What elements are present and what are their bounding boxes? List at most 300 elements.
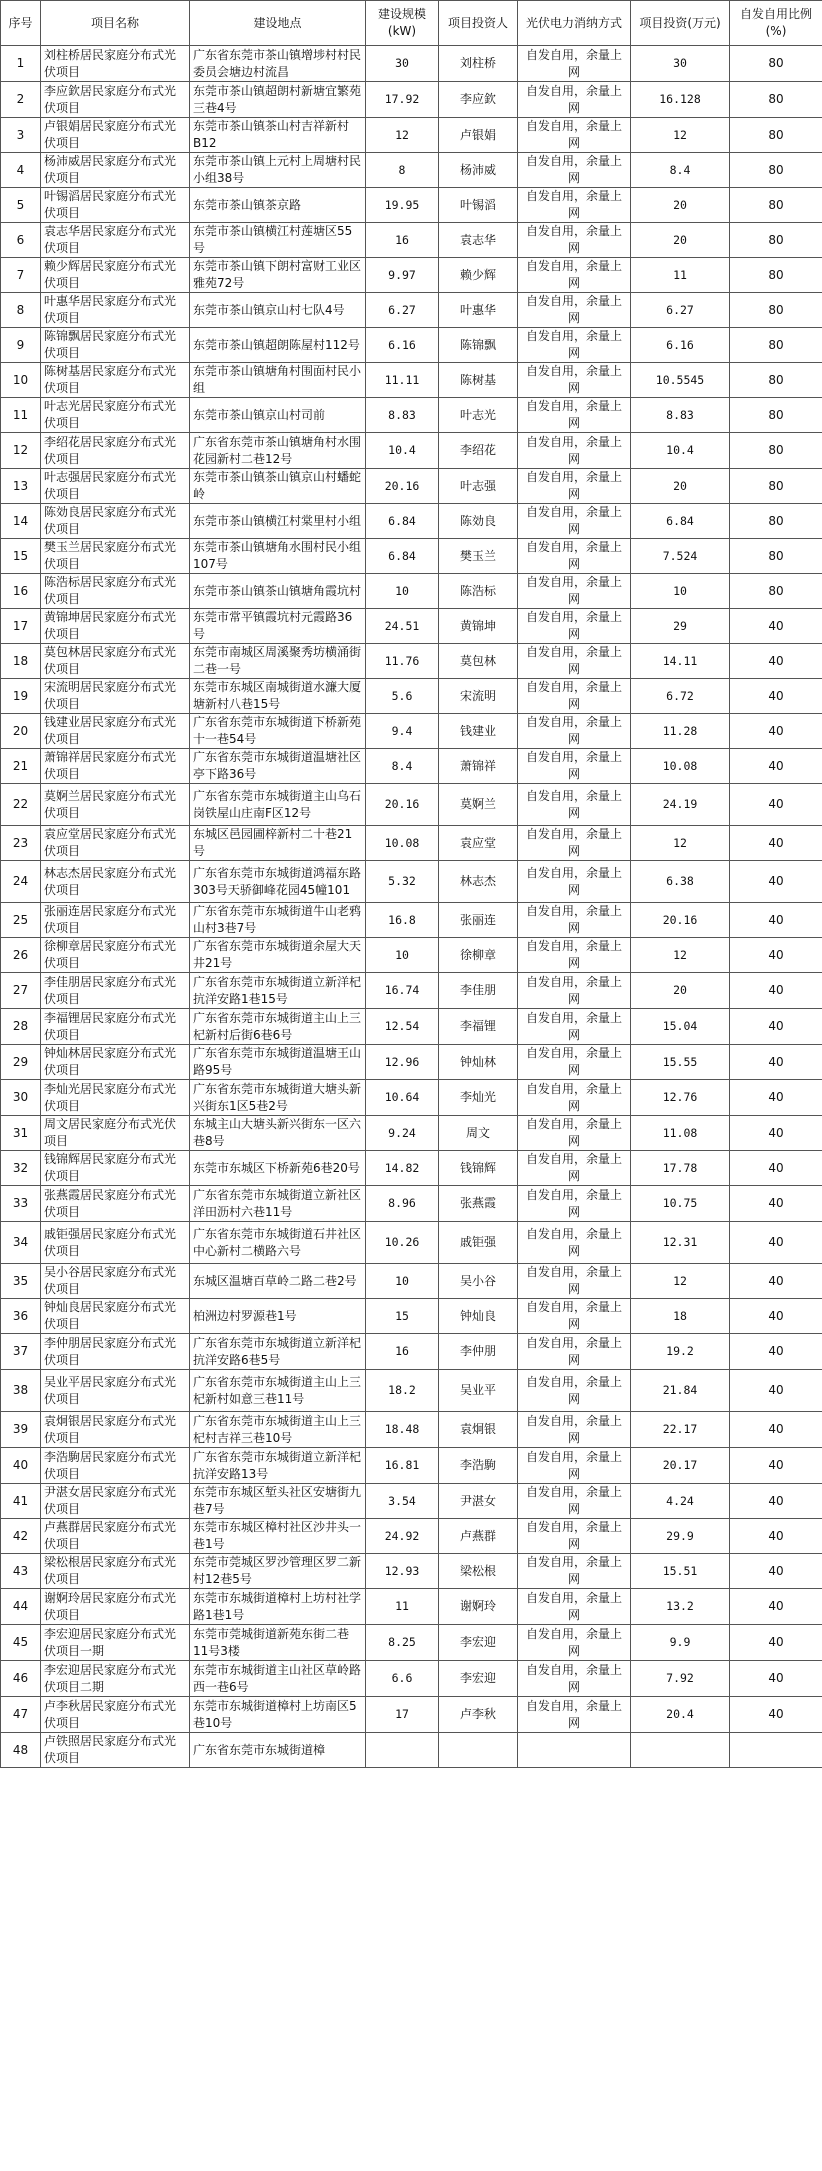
cell-consumption-mode <box>518 1733 631 1768</box>
cell-capacity-text: 12.96 <box>384 1054 420 1069</box>
cell-capacity <box>366 328 439 363</box>
cell-investment-text: 13.2 <box>666 1599 694 1613</box>
cell-location-text: 东莞市东城街道樟村上坊南区5巷10号 <box>193 1698 357 1730</box>
table-row <box>1 504 822 539</box>
cell-location-text: 柏洲边村罗源巷1号 <box>193 1308 297 1323</box>
cell-location <box>190 118 366 153</box>
cell-index <box>1 1554 41 1589</box>
cell-project-name <box>41 1733 190 1768</box>
cell-location <box>190 1554 366 1589</box>
cell-self-use-ratio-text: 80 <box>768 92 784 106</box>
cell-index-text: 23 <box>12 835 29 850</box>
cell-capacity-text: 16.8 <box>388 912 416 927</box>
cell-investment <box>631 679 730 714</box>
cell-capacity <box>366 46 439 82</box>
cell-self-use-ratio-text: 80 <box>768 548 784 563</box>
cell-investor-text: 卢银娟 <box>459 127 496 142</box>
cell-self-use-ratio-text: 40 <box>768 618 784 633</box>
cell-project-name-text: 钟灿良居民家庭分布式光伏项目 <box>44 1300 177 1331</box>
cell-index-text: 5 <box>16 197 25 212</box>
cell-project-name <box>41 188 190 223</box>
cell-capacity-text: 30 <box>395 56 409 70</box>
cell-location-text: 东莞市莞城街道新苑东街二巷11号3楼 <box>193 1626 350 1658</box>
cell-investor-text: 李应欽 <box>459 92 496 106</box>
cell-project-name-text: 叶惠华居民家庭分布式光伏项目 <box>44 294 177 325</box>
cell-self-use-ratio <box>730 1448 822 1484</box>
cell-index-text: 12 <box>12 443 29 457</box>
cell-project-name-text: 钱锦辉居民家庭分布式光伏项目 <box>44 1152 177 1183</box>
cell-project-name-text: 李福锂居民家庭分布式光伏项目 <box>44 1010 177 1042</box>
cell-self-use-ratio-text: 80 <box>768 197 784 212</box>
cell-investor <box>439 223 518 258</box>
cell-investment <box>631 1733 730 1768</box>
cell-self-use-ratio <box>730 1412 822 1448</box>
cell-capacity-text: 9.4 <box>391 723 413 738</box>
cell-project-name <box>41 433 190 469</box>
cell-index <box>1 644 41 679</box>
cell-investor-text: 李宏迎 <box>459 1635 496 1649</box>
cell-investor-text: 袁炯银 <box>459 1422 496 1436</box>
cell-capacity <box>366 1554 439 1589</box>
cell-location-text: 东莞市茶山镇横江村莲塘区55号 <box>193 224 353 255</box>
cell-project-name <box>41 1448 190 1484</box>
cell-consumption-mode-text: 自发自用，余量上网 <box>525 1335 622 1367</box>
table-row <box>1 188 822 223</box>
cell-investment-text: 14.11 <box>662 653 698 668</box>
table-row <box>1 1299 822 1334</box>
table-row <box>1 433 822 469</box>
cell-investment-text: 16.128 <box>659 92 701 106</box>
cell-investor-text: 陈树基 <box>459 372 496 387</box>
table-row <box>1 363 822 398</box>
cell-project-name-text: 张丽连居民家庭分布式光伏项目 <box>44 904 177 935</box>
cell-consumption-mode-text: 自发自用，余量上网 <box>525 154 622 185</box>
cell-investor <box>439 1045 518 1080</box>
cell-investor-text: 尹湛女 <box>459 1493 496 1508</box>
cell-index-text: 26 <box>12 947 29 962</box>
cell-consumption-mode <box>518 679 631 714</box>
cell-consumption-mode-text: 自发自用，余量上网 <box>525 974 622 1006</box>
cell-location <box>190 644 366 679</box>
cell-consumption-mode-text: 自发自用，余量上网 <box>525 750 622 781</box>
cell-index-text: 35 <box>12 1273 29 1288</box>
cell-capacity <box>366 714 439 749</box>
cell-index <box>1 903 41 938</box>
cell-consumption-mode <box>518 1299 631 1334</box>
table-row <box>1 609 822 644</box>
cell-consumption-mode <box>518 1116 631 1151</box>
cell-project-name-text: 陈浩标居民家庭分布式光伏项目 <box>44 575 177 606</box>
cell-consumption-mode-text: 自发自用，余量上网 <box>525 645 622 676</box>
cell-investor <box>439 714 518 749</box>
cell-index-text: 42 <box>12 1528 29 1543</box>
cell-investor <box>439 293 518 328</box>
cell-location <box>190 82 366 118</box>
cell-investor-text: 张燕霞 <box>459 1196 496 1210</box>
cell-project-name-text: 杨沛威居民家庭分布式光伏项目 <box>44 154 177 185</box>
cell-project-name <box>41 46 190 82</box>
cell-investor-text: 宋流明 <box>459 688 496 703</box>
cell-index <box>1 861 41 903</box>
cell-location <box>190 293 366 328</box>
cell-index-text: 11 <box>12 407 29 422</box>
cell-consumption-mode-text: 自发自用，余量上网 <box>525 680 622 711</box>
cell-index-text: 37 <box>12 1344 29 1358</box>
cell-investor <box>439 1009 518 1045</box>
cell-consumption-mode-text: 自发自用，余量上网 <box>525 1520 622 1551</box>
cell-investment-text: 10.4 <box>666 443 694 457</box>
cell-self-use-ratio-text: 80 <box>768 583 784 598</box>
cell-capacity <box>366 784 439 826</box>
cell-investment-text: 6.38 <box>666 874 694 888</box>
cell-self-use-ratio <box>730 1045 822 1080</box>
cell-investor-text: 钱锦辉 <box>459 1160 496 1175</box>
cell-investor-text: 叶锡滔 <box>459 197 496 212</box>
cell-capacity <box>366 826 439 861</box>
cell-investment <box>631 1222 730 1264</box>
cell-location <box>190 188 366 223</box>
cell-investor-text: 徐柳章 <box>459 947 496 962</box>
cell-capacity-text: 3.54 <box>388 1493 416 1508</box>
cell-investment-text: 11 <box>673 267 687 282</box>
cell-consumption-mode-text: 自发自用，余量上网 <box>525 1449 622 1481</box>
cell-index <box>1 1484 41 1519</box>
cell-consumption-mode-text: 自发自用，余量上网 <box>525 119 622 150</box>
cell-capacity-text: 24.92 <box>384 1528 420 1543</box>
cell-capacity-text: 10.64 <box>384 1090 420 1104</box>
cell-capacity-text: 10 <box>395 947 409 962</box>
cell-self-use-ratio <box>730 749 822 784</box>
cell-self-use-ratio <box>730 293 822 328</box>
cell-location <box>190 433 366 469</box>
cell-investment <box>631 1484 730 1519</box>
cell-project-name-text: 徐柳章居民家庭分布式光伏项目 <box>44 939 177 970</box>
cell-self-use-ratio <box>730 82 822 118</box>
table-row <box>1 1589 822 1625</box>
cell-investment <box>631 504 730 539</box>
table-row <box>1 1334 822 1370</box>
cell-location-text: 广东省东莞市茶山镇塘角村水围花园新村二巷12号 <box>193 434 362 466</box>
cell-index <box>1 1733 41 1768</box>
cell-consumption-mode <box>518 328 631 363</box>
cell-consumption-mode-text: 自发自用，余量上网 <box>525 1626 622 1658</box>
cell-investment-text: 12 <box>673 947 687 962</box>
cell-capacity <box>366 1519 439 1554</box>
cell-location-text: 东莞市东城区下桥新苑6巷20号 <box>193 1160 360 1175</box>
cell-location <box>190 973 366 1009</box>
cell-project-name <box>41 82 190 118</box>
cell-self-use-ratio-text: 40 <box>768 874 784 888</box>
cell-capacity <box>366 1412 439 1448</box>
cell-investor <box>439 433 518 469</box>
cell-investor <box>439 1370 518 1412</box>
cell-self-use-ratio-text: 40 <box>768 1019 784 1033</box>
cell-self-use-ratio <box>730 258 822 293</box>
cell-capacity-text: 8.96 <box>388 1196 416 1210</box>
cell-project-name <box>41 363 190 398</box>
cell-consumption-mode-text: 自发自用，余量上网 <box>525 1698 622 1730</box>
cell-location-text: 东莞市茶山镇塘角水围村民小组107号 <box>193 540 362 571</box>
cell-index <box>1 188 41 223</box>
cell-location <box>190 1484 366 1519</box>
cell-index-text: 29 <box>12 1054 29 1069</box>
cell-location <box>190 223 366 258</box>
cell-investor <box>439 861 518 903</box>
cell-investment <box>631 118 730 153</box>
cell-consumption-mode <box>518 223 631 258</box>
cell-capacity-text: 12 <box>395 127 409 142</box>
header-row <box>1 1 822 46</box>
cell-consumption-mode <box>518 644 631 679</box>
cell-self-use-ratio-text: 40 <box>768 1383 784 1397</box>
cell-index-text: 40 <box>12 1458 29 1472</box>
cell-index-text: 45 <box>12 1635 29 1649</box>
cell-project-name <box>41 258 190 293</box>
cell-investment-text: 20.17 <box>662 1458 698 1472</box>
cell-capacity <box>366 1045 439 1080</box>
table-row <box>1 1412 822 1448</box>
cell-consumption-mode-text: 自发自用，余量上网 <box>525 1226 622 1258</box>
cell-investor <box>439 679 518 714</box>
cell-investor <box>439 574 518 609</box>
cell-consumption-mode-text: 自发自用，余量上网 <box>525 83 622 115</box>
table-row <box>1 118 822 153</box>
cell-consumption-mode <box>518 1448 631 1484</box>
cell-investment <box>631 826 730 861</box>
cell-capacity-text: 19.95 <box>384 197 420 212</box>
cell-project-name-text: 钟灿林居民家庭分布式光伏项目 <box>44 1046 177 1077</box>
cell-index <box>1 328 41 363</box>
cell-self-use-ratio-text: 40 <box>768 1707 784 1721</box>
cell-location-text: 东莞市茶山镇塘角村围面村民小组 <box>193 364 362 395</box>
cell-index-text: 27 <box>12 983 29 997</box>
cell-consumption-mode <box>518 973 631 1009</box>
cell-investment-text: 15.55 <box>662 1054 698 1069</box>
cell-consumption-mode <box>518 1554 631 1589</box>
cell-location-text: 广东省东莞市东城街道温塘王山路95号 <box>193 1046 362 1077</box>
cell-capacity-text: 6.84 <box>388 513 416 528</box>
cell-consumption-mode-text: 自发自用，余量上网 <box>525 575 622 606</box>
cell-project-name-text: 梁松根居民家庭分布式光伏项目 <box>44 1555 177 1586</box>
cell-investor-text: 李浩駒 <box>459 1458 496 1472</box>
cell-project-name-text: 周文居民家庭分布式光伏项目 <box>44 1117 177 1148</box>
cell-investment-text: 24.19 <box>662 797 698 811</box>
cell-investment-text: 11.08 <box>662 1125 698 1140</box>
cell-self-use-ratio-text: 80 <box>768 267 784 282</box>
table-row <box>1 784 822 826</box>
cell-capacity-text: 10.26 <box>384 1235 420 1249</box>
cell-investor-text: 叶志光 <box>459 407 496 422</box>
cell-index-text: 2 <box>16 92 25 106</box>
cell-location <box>190 903 366 938</box>
cell-index-text: 24 <box>12 874 29 888</box>
cell-location-text: 广东省东莞市东城街道立新社区洋田沥村六巷11号 <box>193 1187 362 1219</box>
cell-consumption-mode <box>518 1625 631 1661</box>
table-row <box>1 1151 822 1186</box>
cell-index <box>1 1222 41 1264</box>
cell-investor-text: 梁松根 <box>459 1563 496 1578</box>
cell-index-text: 41 <box>12 1493 29 1508</box>
cell-self-use-ratio <box>730 1151 822 1186</box>
cell-investor <box>439 1519 518 1554</box>
cell-project-name-text: 戚钜强居民家庭分布式光伏项目 <box>44 1226 177 1258</box>
cell-investor <box>439 1299 518 1334</box>
cell-location-text: 东莞市东城街道樟村上坊村社学路1巷1号 <box>193 1590 362 1622</box>
cell-index-text: 13 <box>12 478 29 493</box>
cell-self-use-ratio <box>730 826 822 861</box>
cell-consumption-mode <box>518 749 631 784</box>
cell-investment <box>631 644 730 679</box>
cell-index <box>1 504 41 539</box>
cell-consumption-mode <box>518 1264 631 1299</box>
cell-capacity-text: 11.76 <box>384 653 420 668</box>
cell-location <box>190 1661 366 1697</box>
cell-capacity <box>366 938 439 973</box>
cell-consumption-mode-text: 自发自用，余量上网 <box>525 364 622 395</box>
cell-self-use-ratio-text: 40 <box>768 723 784 738</box>
cell-location <box>190 1222 366 1264</box>
cell-investor <box>439 539 518 574</box>
cell-investor <box>439 903 518 938</box>
cell-capacity <box>366 1009 439 1045</box>
cell-capacity <box>366 644 439 679</box>
cell-project-name-text: 李宏迎居民家庭分布式光伏项目二期 <box>44 1662 177 1694</box>
cell-investor-text: 李仲朋 <box>459 1344 496 1358</box>
table-row <box>1 903 822 938</box>
col-header-self-use-ratio: 自发自用比例(%) <box>730 1 822 46</box>
cell-location-text: 东莞市茶山镇茶山镇京山村蟠蛇岭 <box>193 470 362 501</box>
cell-capacity <box>366 504 439 539</box>
cell-index <box>1 1589 41 1625</box>
table-row <box>1 1222 822 1264</box>
cell-self-use-ratio <box>730 1299 822 1334</box>
cell-investor-text: 叶志强 <box>459 478 496 493</box>
cell-self-use-ratio-text: 40 <box>768 1635 784 1649</box>
cell-capacity-text: 5.6 <box>391 688 413 703</box>
cell-project-name <box>41 469 190 504</box>
cell-consumption-mode-text: 自发自用，余量上网 <box>525 865 622 897</box>
cell-investor-text: 谢婀玲 <box>459 1599 496 1613</box>
cell-investor <box>439 118 518 153</box>
cell-self-use-ratio <box>730 1697 822 1733</box>
cell-index <box>1 118 41 153</box>
cell-consumption-mode <box>518 1151 631 1186</box>
cell-self-use-ratio <box>730 363 822 398</box>
cell-index-text: 36 <box>12 1308 29 1323</box>
cell-self-use-ratio <box>730 188 822 223</box>
cell-self-use-ratio <box>730 1186 822 1222</box>
cell-capacity-text: 6.6 <box>391 1671 413 1685</box>
cell-self-use-ratio <box>730 46 822 82</box>
cell-capacity-text: 6.27 <box>388 302 416 317</box>
cell-consumption-mode-text: 自发自用，余量上网 <box>525 1662 622 1694</box>
cell-investor-text: 卢李秋 <box>459 1707 496 1721</box>
cell-capacity-text: 8 <box>398 162 406 177</box>
cell-capacity-text: 16.74 <box>384 983 420 997</box>
cell-location-text: 东城主山大塘头新兴街东一区六巷8号 <box>193 1117 362 1148</box>
cell-index <box>1 433 41 469</box>
cell-self-use-ratio-text: 40 <box>768 688 784 703</box>
cell-investment-text: 6.27 <box>666 302 694 317</box>
cell-consumption-mode <box>518 504 631 539</box>
cell-project-name <box>41 749 190 784</box>
cell-self-use-ratio <box>730 644 822 679</box>
table-row <box>1 469 822 504</box>
cell-location <box>190 1519 366 1554</box>
cell-investor <box>439 153 518 188</box>
cell-consumption-mode-text: 自发自用，余量上网 <box>525 904 622 935</box>
cell-consumption-mode <box>518 826 631 861</box>
cell-project-name <box>41 1009 190 1045</box>
cell-project-name-text: 吴小谷居民家庭分布式光伏项目 <box>44 1265 177 1296</box>
cell-project-name <box>41 784 190 826</box>
cell-project-name <box>41 1484 190 1519</box>
cell-investment <box>631 398 730 433</box>
cell-self-use-ratio <box>730 504 822 539</box>
cell-project-name <box>41 1625 190 1661</box>
cell-project-name-text: 李宏迎居民家庭分布式光伏项目一期 <box>44 1626 177 1658</box>
cell-capacity-text: 10.08 <box>384 835 420 850</box>
cell-investor-text: 刘柱桥 <box>459 56 496 70</box>
cell-consumption-mode-text: 自发自用，余量上网 <box>525 1265 622 1296</box>
cell-capacity <box>366 749 439 784</box>
cell-self-use-ratio-text: 80 <box>768 162 784 177</box>
cell-index <box>1 1264 41 1299</box>
cell-self-use-ratio <box>730 574 822 609</box>
cell-project-name <box>41 1370 190 1412</box>
table-row <box>1 539 822 574</box>
cell-self-use-ratio <box>730 938 822 973</box>
cell-consumption-mode-text: 自发自用，余量上网 <box>525 1117 622 1148</box>
cell-capacity <box>366 1370 439 1412</box>
cell-project-name-text: 黄锦坤居民家庭分布式光伏项目 <box>44 610 177 641</box>
cell-consumption-mode-text: 自发自用，余量上网 <box>525 1590 622 1622</box>
cell-capacity <box>366 609 439 644</box>
cell-consumption-mode <box>518 118 631 153</box>
cell-location-text: 东莞市茶山镇茶京路 <box>193 197 302 212</box>
cell-project-name <box>41 118 190 153</box>
cell-project-name <box>41 938 190 973</box>
cell-self-use-ratio-text: 40 <box>768 1235 784 1249</box>
cell-consumption-mode <box>518 1222 631 1264</box>
cell-self-use-ratio-text: 80 <box>768 302 784 317</box>
cell-capacity-text: 10.4 <box>388 443 416 457</box>
cell-index-text: 19 <box>12 688 29 703</box>
cell-investor-text: 樊玉兰 <box>459 548 496 563</box>
cell-capacity <box>366 539 439 574</box>
cell-investment <box>631 903 730 938</box>
cell-project-name-text: 陈树基居民家庭分布式光伏项目 <box>44 364 177 395</box>
cell-index <box>1 1519 41 1554</box>
cell-capacity-text: 6.16 <box>388 337 416 352</box>
cell-consumption-mode <box>518 938 631 973</box>
cell-location-text: 东莞市东城区樟村社区沙井头一巷1号 <box>193 1520 362 1551</box>
cell-investment <box>631 973 730 1009</box>
cell-investor <box>439 644 518 679</box>
cell-capacity-text: 10 <box>395 583 409 598</box>
cell-project-name <box>41 223 190 258</box>
cell-investor <box>439 1151 518 1186</box>
cell-consumption-mode <box>518 293 631 328</box>
cell-investment-text: 17.78 <box>662 1160 698 1175</box>
cell-investment-text: 19.2 <box>666 1344 694 1358</box>
col-header-capacity: 建设规模(kW) <box>366 1 439 46</box>
cell-self-use-ratio <box>730 1519 822 1554</box>
cell-project-name <box>41 1334 190 1370</box>
cell-project-name <box>41 1045 190 1080</box>
cell-project-name-text: 卢李秋居民家庭分布式光伏项目 <box>44 1698 177 1730</box>
cell-location <box>190 826 366 861</box>
